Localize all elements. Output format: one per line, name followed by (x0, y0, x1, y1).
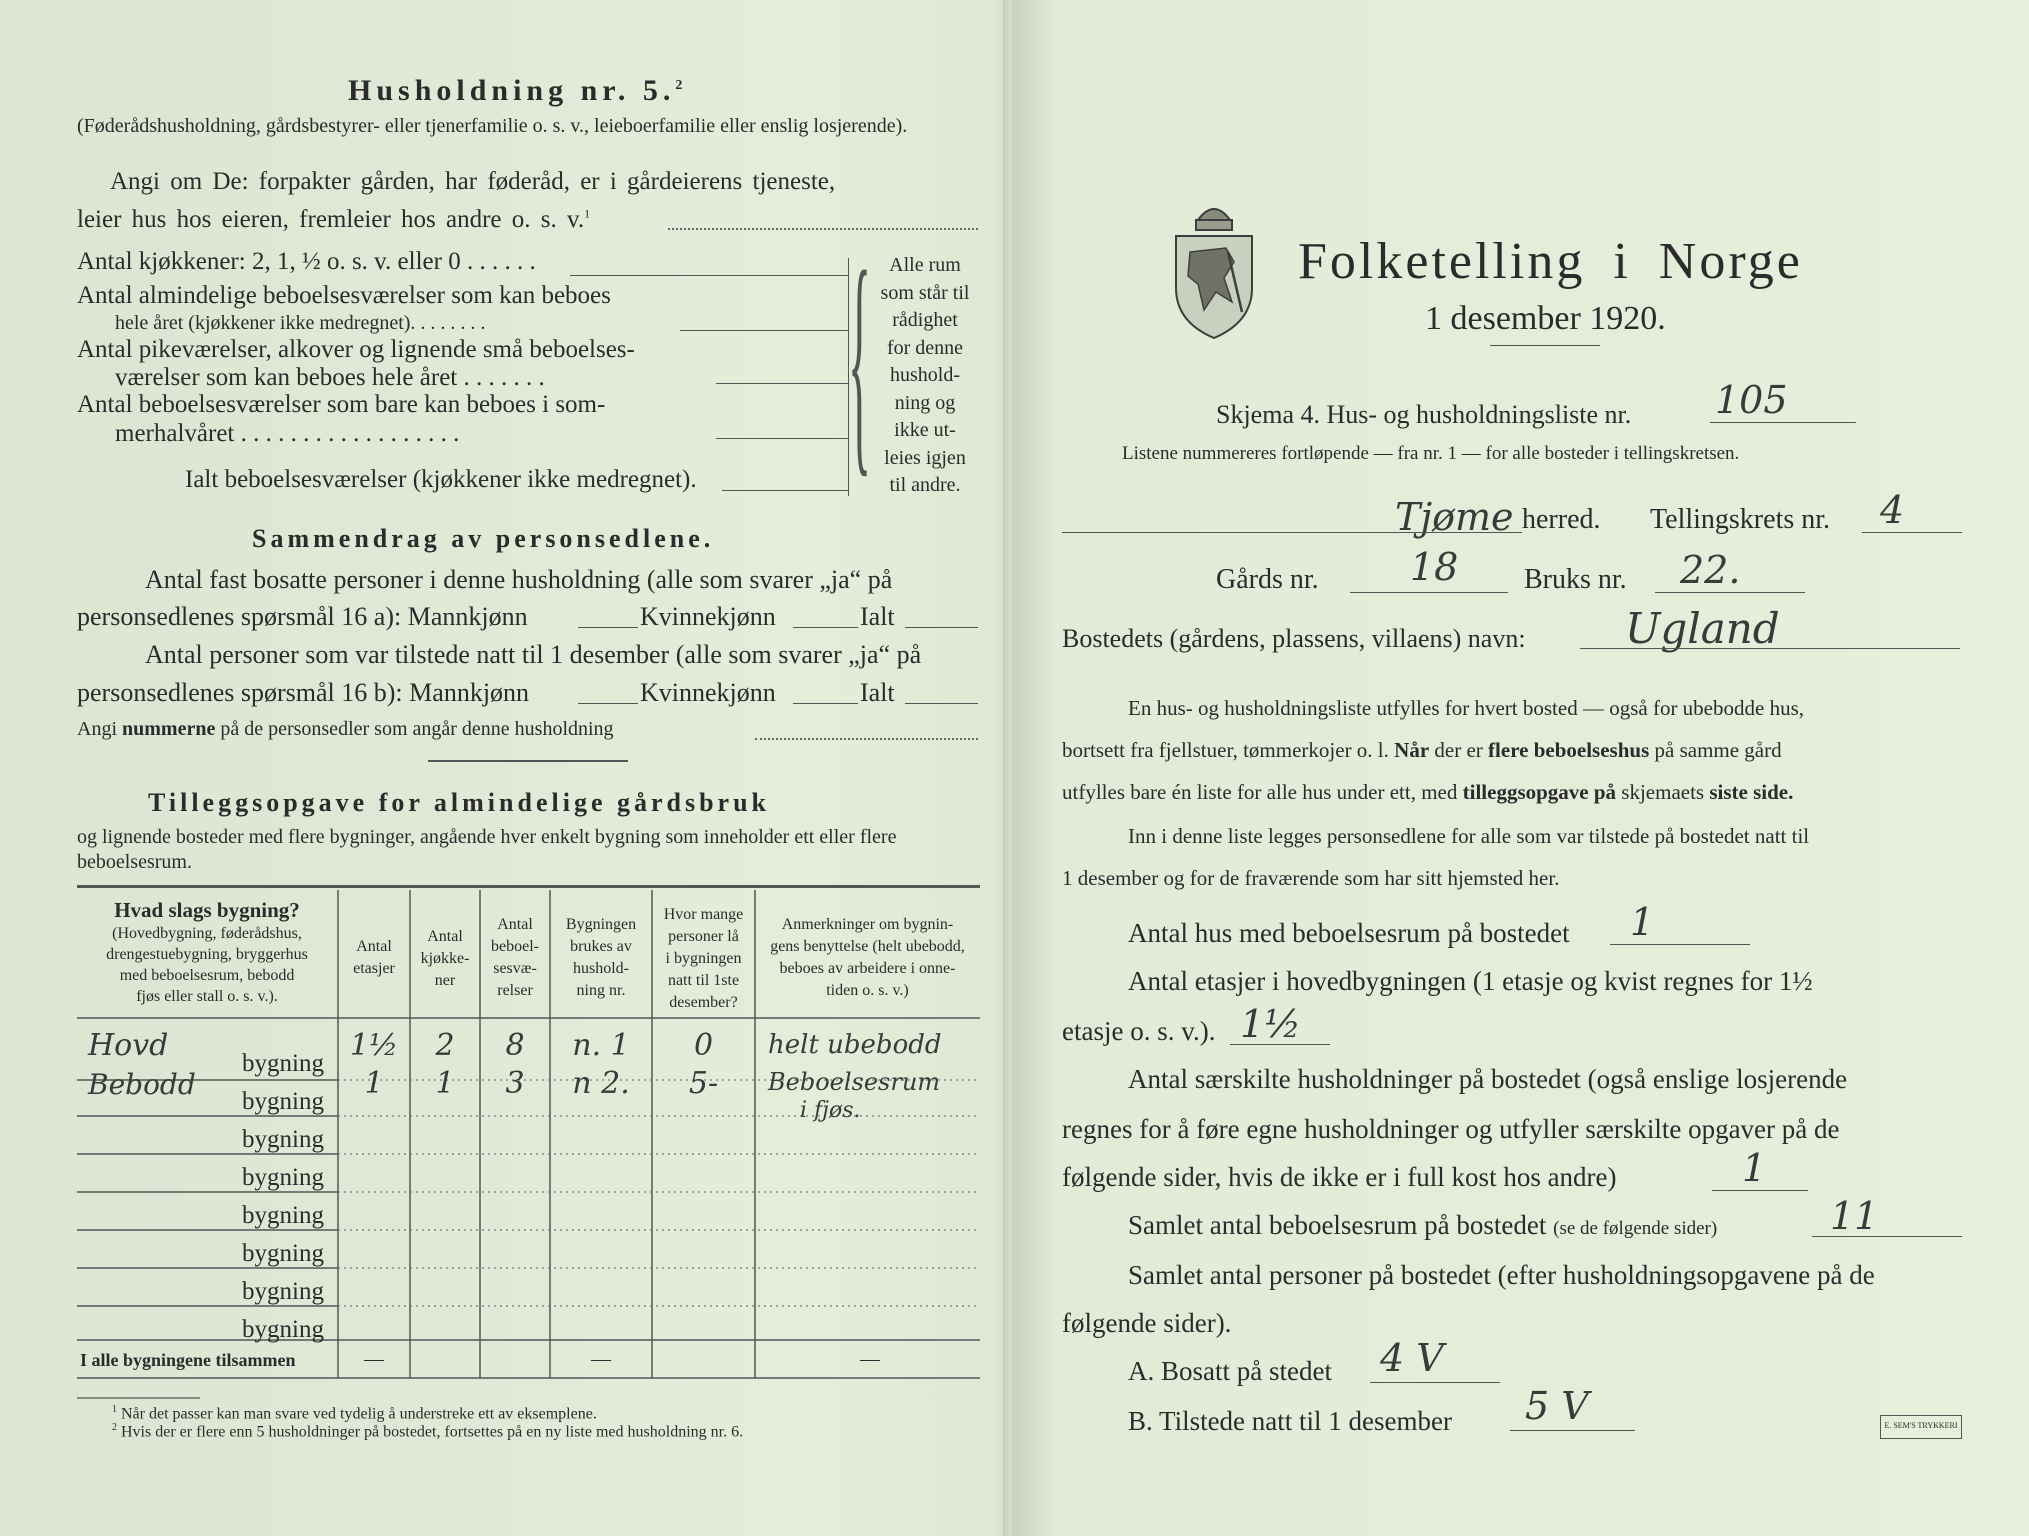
rooms-note: Alle rum som står til rådighet for denne hushold- ning og ikke ut- leies igjen til andre. (880, 254, 970, 496)
pers-l2: følgende sider). (1062, 1308, 1232, 1338)
table-header-kjokken: Antal kjøkke- ner (420, 928, 470, 989)
rum-line (1812, 1236, 1962, 1237)
summary-p2-a: Antal personer som var tilstede natt til 1 desember (alle som svarer „ja“ på (145, 640, 922, 669)
row-vaerelser: 3 (505, 1066, 525, 1101)
hush-line (1712, 1190, 1808, 1191)
rum-label: Samlet antal beboelsesrum på bostedet (se de følgende sider) (1128, 1210, 1718, 1240)
rooms-ordinary-1: Antal almindelige beboelsesværelser som kan beboes (77, 282, 611, 309)
herred-label: herred. (1522, 504, 1601, 535)
summary-p2-kvinne: Kvinnekjønn (640, 678, 776, 707)
table-total-etasjer: — (364, 1348, 384, 1370)
table-header-etasjer: Antal etasjer (353, 938, 395, 977)
hush-l3: følgende sider, hvis de ikke er i full kost hos andre) (1062, 1162, 1617, 1192)
hus-line (1610, 944, 1750, 945)
tellingskrets-value: 4 (1880, 488, 1905, 532)
gards-label: Gårds nr. (1216, 564, 1319, 595)
nummer-line: Angi nummerne på de personsedler som angår denne husholdning (77, 718, 614, 740)
summary-title: Sammendrag av personsedlene. (252, 524, 715, 553)
row-bygning-label: bygning (242, 1240, 324, 1267)
table-header-vaerelser: Antal beboel- sesvæ- relser (491, 916, 539, 999)
tillegg-text: og lignende bosteder med flere bygninger, angående hver enkelt bygning som inneholder ett eller flere beboelsesrum. (77, 826, 897, 873)
bruks-value: 22. (1680, 548, 1741, 592)
hush-l1: Antal særskilte husholdninger på bostedet (også enslige losjerende (1128, 1064, 1848, 1094)
building-table-grid (0, 0, 1000, 1420)
rum-value: 11 (1830, 1194, 1879, 1238)
tellingskrets-line (1862, 532, 1962, 533)
summary-p1-a: Antal fast bosatte personer i denne husholdning (alle som svarer „ja“ på (145, 565, 893, 594)
bosted-value: Ugland (1625, 604, 1780, 653)
rooms-small-2: værelser som kan beboes hele året . . . . . . . (115, 364, 545, 391)
row-bygning-label: bygning (242, 1278, 324, 1305)
center-fold (1003, 0, 1011, 1536)
row-personer: 5- (688, 1066, 719, 1101)
summary-p1-kvinne: Kvinnekjønn (640, 602, 776, 631)
tillegg-title: Tilleggsopgave for almindelige gårdsbruk (148, 788, 771, 817)
gards-value: 18 (1410, 545, 1459, 589)
herred-value: Tjøme (1395, 495, 1514, 539)
row-vaerelser: 8 (505, 1028, 525, 1063)
footnote-1: $^1$ Når det passer kan man svare ved tydelig å understreke ett av eksemplene. (112, 1404, 597, 1423)
table-total-label: I alle bygningene tilsammen (80, 1350, 296, 1370)
pers-l1: Samlet antal personer på bostedet (efter husholdningsopgavene på de (1128, 1260, 1875, 1290)
gards-line (1350, 592, 1508, 593)
table-header-type: Hvad slags bygning? (Hovedbygning, føderådshus, drengestuebygning, bryggerhus med beboelsesrum, bebodd fjøs eller stall o. s. v.). (106, 898, 308, 1005)
household-title: Husholdning nr. 5.$^2$ (348, 74, 688, 107)
bosted-label: Bostedets (gårdens, plassens, villaens) navn: (1062, 624, 1526, 653)
printer-stamp: E. SEM'S TRYKKERI (1880, 1415, 1962, 1439)
row-type: Hovd (88, 1028, 169, 1063)
norwegian-coat-of-arms-icon (1168, 192, 1260, 340)
skjema-number: 105 (1715, 378, 1788, 422)
etasjer-l2: etasje o. s. v.). (1062, 1016, 1216, 1046)
row-etasjer: 1½ (349, 1028, 399, 1063)
bosatt-label: A. Bosatt på stedet (1128, 1356, 1332, 1386)
hush-value: 1 (1742, 1146, 1767, 1190)
bruks-line (1655, 592, 1805, 593)
hush-l2: regnes for å føre egne husholdninger og utfyller særskilte opgaver på de (1062, 1114, 1840, 1144)
rooms-kitchens: Antal kjøkkener: 2, 1, ½ o. s. v. eller 0 . . . . . . (77, 248, 536, 275)
footnote-2: $^2$ Hvis der er flere enn 5 husholdninger på bostedet, fortsettes på en ny liste med husholdning nr. 6. (112, 1422, 744, 1441)
rooms-total: Ialt beboelsesværelser (kjøkkener ikke medregnet). (185, 466, 697, 493)
info-p2-l1: Inn i denne liste legges personsedlene for alle som var tilstede på bostedet natt til (1128, 824, 1810, 848)
row-anmerkning-2: i fjøs. (800, 1098, 861, 1123)
summary-p1-b: personsedlenes spørsmål 16 a): Mannkjønn (77, 602, 528, 631)
info-p1-l1: En hus- og husholdningsliste utfylles for hvert bosted — også for ubebodde hus, (1128, 696, 1804, 720)
row-anmerkning: Beboelsesrum (768, 1068, 941, 1096)
summary-p2-b: personsedlenes spørsmål 16 b): Mannkjønn (77, 678, 530, 707)
row-bygning-label: bygning (242, 1088, 324, 1115)
tellingskrets-label: Tellingskrets nr. (1650, 504, 1831, 535)
row-etasjer: 1 (364, 1066, 384, 1101)
row-bygning-label: bygning (242, 1316, 324, 1343)
summary-p2-ialt: Ialt (860, 678, 895, 707)
herred-line (1062, 532, 1522, 533)
hus-value: 1 (1630, 900, 1655, 944)
date-underline (1490, 345, 1600, 346)
bosatt-line (1370, 1382, 1500, 1383)
household-subtitle: (Føderådshusholdning, gårdsbestyrer- eller tjenerfamilie o. s. v., leieboerfamilie eller enslig losjerende). (77, 115, 908, 137)
info-p1-l3: utfylles bare én liste for alle hus under ett, med tilleggsopgave på skjemaets siste side. (1062, 780, 1794, 804)
row-personer: 0 (693, 1028, 714, 1063)
row-kjokken: 1 (435, 1066, 455, 1101)
row-husholdning: n. 1 (572, 1028, 630, 1063)
etasjer-value: 1½ (1240, 1002, 1302, 1046)
rooms-ordinary-2: hele året (kjøkkener ikke medregnet). . . . . . . . (115, 312, 486, 334)
rooms-brace: { (848, 224, 872, 500)
table-header-anmerkninger: Anmerkninger om bygnin- gens benyttelse (helt ubebodd, beboes av arbeidere i onne- tiden o. s. v.) (770, 916, 965, 999)
info-p2-l2: 1 desember og for de fraværende som har sitt hjemsted her. (1062, 866, 1560, 890)
angi-line-1: Angi om De: forpakter gården, har føderåd, er i gårdeierens tjeneste, (110, 168, 836, 195)
etasjer-line (1230, 1044, 1330, 1045)
tilstede-label: B. Tilstede natt til 1 desember (1128, 1406, 1452, 1436)
rooms-summer-2: merhalvåret . . . . . . . . . . . . . . . . . . (115, 420, 460, 447)
hus-label: Antal hus med beboelsesrum på bostedet (1128, 918, 1570, 948)
row-bygning-label: bygning (242, 1164, 324, 1191)
table-total-anmerkninger: — (860, 1348, 880, 1370)
skjema-label: Skjema 4. Hus- og husholdningsliste nr. (1216, 400, 1632, 429)
bosted-line (1580, 648, 1960, 649)
angi-line-2: leier hus hos eieren, fremleier hos andre o. s. v.$^1$ (77, 206, 591, 233)
tilstede-value: 5 V (1525, 1384, 1589, 1428)
etasjer-l1: Antal etasjer i hovedbygningen (1 etasje og kvist regnes for 1½ (1128, 966, 1813, 996)
table-header-personer: Hvor mange personer lå i bygningen natt til 1ste desember? (663, 906, 744, 1011)
row-type: Bebodd (88, 1068, 196, 1101)
rooms-small-1: Antal pikeværelser, alkover og lignende små beboelses- (77, 336, 635, 363)
form-date: 1 desember 1920. (1425, 300, 1666, 337)
row-bygning-label: bygning (242, 1050, 324, 1077)
row-husholdning: n 2. (572, 1066, 630, 1101)
skjema-note: Listene nummereres fortløpende — fra nr. 1 — for alle bosteder i tellingskretsen. (1122, 443, 1740, 464)
bruks-label: Bruks nr. (1524, 564, 1627, 595)
rooms-summer-1: Antal beboelsesværelser som bare kan beboes i som- (77, 391, 606, 418)
table-total-husholdning: — (591, 1348, 611, 1370)
bosatt-value: 4 V (1380, 1336, 1444, 1380)
row-bygning-label: bygning (242, 1202, 324, 1229)
info-p1-l2: bortsett fra fjellstuer, tømmerkojer o. l. Når der er flere beboelseshus på samme gård (1062, 738, 1782, 762)
row-anmerkning: helt ubebodd (768, 1030, 942, 1060)
skjema-number-line (1710, 422, 1856, 423)
summary-p1-ialt: Ialt (860, 602, 895, 631)
row-kjokken: 2 (435, 1028, 455, 1063)
tilstede-line (1510, 1430, 1635, 1431)
row-bygning-label: bygning (242, 1126, 324, 1153)
table-header-husholdning: Bygningen brukes av hushold- ning nr. (565, 916, 637, 999)
form-title: Folketelling i Norge (1298, 233, 1803, 290)
